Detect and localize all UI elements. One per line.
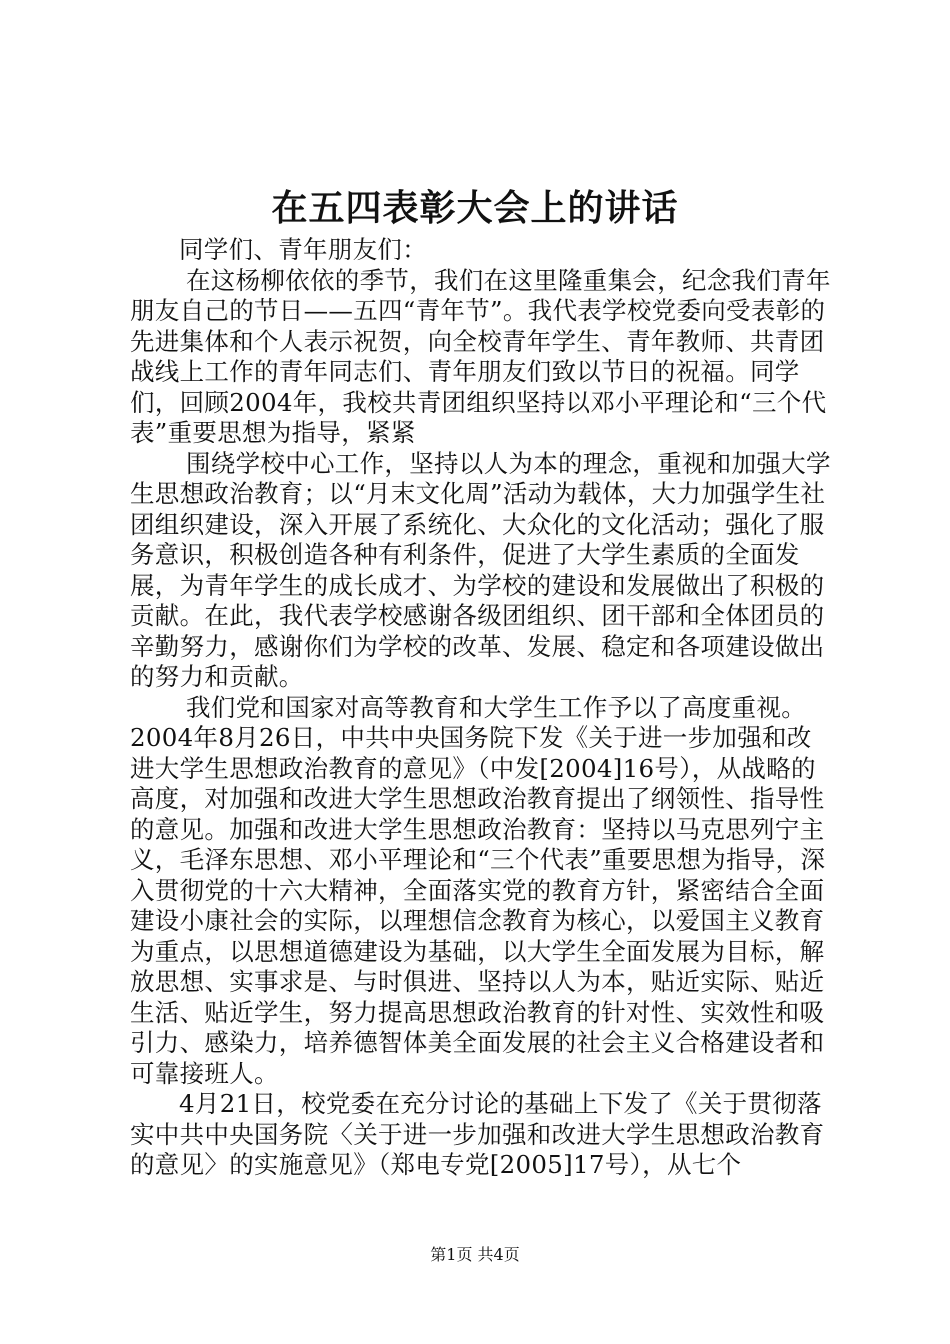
document-body [130, 235, 835, 1181]
paragraph-2: 围绕学校中心工作，坚持以人为本的理念，重视和加强大学生思想政治教育；以“月末文化周”活动为载体，大力加强学生社团组织建设，深入开展了系统化、大众化的文化活动；强化了服务意识，积极创造各种有利条件，促进了大学生素质的全面发展，为青年学生的成长成才、为学校的建设和发展做出了积极的贡献。在此，我代表学校感谢各级团组织、团干部和全体团员的辛勤努力，感谢你们为学校的改革、发展、稳定和各项建设做出的努力和贡献。 [130, 448, 831, 691]
paragraph-3: 我们党和国家对高等教育和大学生工作予以了高度重视。2004年8月26日，中共中央国务院下发《关于进一步加强和改进大学生思想政治教育的意见》（中发[2004]16号），从战略的高度，对加强和改进大学生思想政治教育提出了纲领性、指导性的意见。加强和改进大学生思想政治教育：坚持以马克思列宁主义，毛泽东思想、邓小平理论和“三个代表”重要思想为指导，深入贯彻党的十六大精神，全面落实党的教育方针，紧密结合全面建设小康社会的实际，以理想信念教育为核心，以爱国主义教育为重点，以思想道德建设为基础，以大学生全面发展为目标，解放思想、实事求是、与时俱进、坚持以人为本，贴近实际、贴近生活、贴近学生，努力提高思想政治教育的针对性、实效性和吸引力、感染力，培养德智体美全面发展的社会主义合格建设者和可靠接班人。 [130, 692, 826, 1088]
paragraph-1: 在这杨柳依依的季节，我们在这里隆重集会，纪念我们青年朋友自己的节日——五四“青年节”。我代表学校党委向受表彰的先进集体和个人表示祝贺，向全校青年学生、青年教师、共青团战线上工作的青年同志们、青年朋友们致以节日的祝福。同学们，回顾2004年，我校共青团组织坚持以邓小平理论和“三个代表”重要思想为指导，紧紧 [130, 265, 831, 447]
paragraph-4: 4月21日，校党委在充分讨论的基础上下发了《关于贯彻落实中共中央国务院〈关于进一步加强和改进大学生思想政治教育的意见〉的实施意见》（郑电专党[2005]17号），从七个 [130, 1089, 825, 1179]
page-footer: 第1页 共4页 [430, 1245, 520, 1264]
document-title: 在五四表彰大会上的讲话 [271, 187, 679, 229]
salutation: 同学们、青年朋友们： [179, 235, 427, 264]
